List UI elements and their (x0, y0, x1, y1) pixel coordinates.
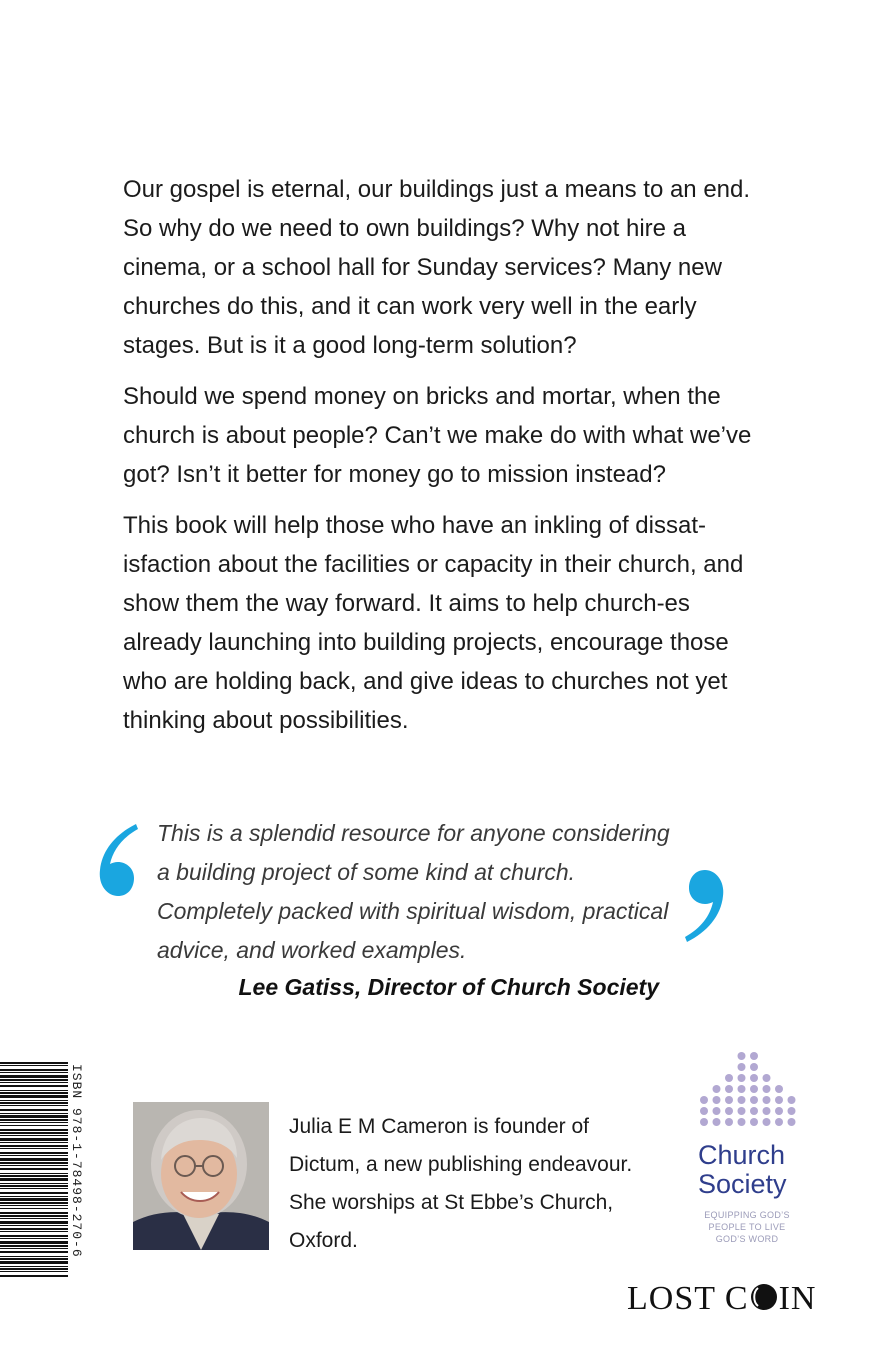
logo-dot (750, 1063, 758, 1071)
barcode-bar (0, 1275, 68, 1277)
logo-dot (725, 1096, 733, 1104)
logo-dot (713, 1107, 721, 1115)
blurb-paragraph: Our gospel is eternal, our buildings just a means to an end. So why do we need to own buildings? Why not hire a cinema, or a school hall for Sunday services? Many new churches do this, and it can work very well in the early stages. But is it a good long-term solution? (123, 176, 751, 359)
barcode-bar (0, 1173, 68, 1174)
barcode-bar (0, 1245, 68, 1247)
barcode-bar (0, 1129, 68, 1131)
barcode-bar (0, 1138, 68, 1141)
barcode (0, 1062, 68, 1277)
barcode-bar (0, 1085, 68, 1087)
church-society-name (698, 1141, 787, 1199)
logo-dot (763, 1085, 771, 1093)
barcode-bar (0, 1102, 68, 1104)
barcode-bar (0, 1142, 68, 1143)
barcode-bar (0, 1100, 68, 1101)
barcode-bar (0, 1251, 68, 1253)
logo-dot (725, 1085, 733, 1093)
barcode-bar (0, 1235, 68, 1237)
back-cover-blurb (123, 170, 763, 752)
barcode-bar (0, 1079, 68, 1081)
barcode-bar (0, 1175, 68, 1177)
barcode-bar (0, 1205, 68, 1206)
barcode-bar (0, 1258, 68, 1260)
barcode-bar (0, 1135, 68, 1136)
barcode-bar (0, 1218, 68, 1219)
barcode-bar (0, 1221, 68, 1224)
barcode-bar (0, 1132, 68, 1134)
barcode-bar (0, 1225, 68, 1226)
barcode-bar (0, 1062, 68, 1064)
logo-dot (750, 1074, 758, 1082)
barcode-bar (0, 1238, 68, 1239)
logo-dot (738, 1074, 746, 1082)
barcode-bar (0, 1072, 68, 1073)
logo-dot (788, 1107, 796, 1115)
logo-dot (750, 1107, 758, 1115)
coin-icon (749, 1282, 779, 1312)
barcode-bar (0, 1192, 68, 1194)
barcode-bar (0, 1069, 68, 1071)
barcode-bar (0, 1256, 68, 1257)
logo-dot (750, 1052, 758, 1060)
lost-coin-logo-text-left: LOST C (627, 1280, 749, 1317)
barcode-bar (0, 1261, 68, 1264)
author-bio: Julia E M Cameron is founder of Dictum, a new publishing endeavour. She worships at St Ebbe’s Church, Oxford. (289, 1115, 633, 1252)
lost-coin-logo-text-right: IN (778, 1280, 817, 1317)
logo-dot (700, 1107, 708, 1115)
barcode-bar (0, 1198, 68, 1201)
barcode-bar (0, 1065, 68, 1066)
barcode-bar (0, 1188, 68, 1189)
logo-dot (775, 1118, 783, 1126)
barcode-bar (0, 1095, 68, 1098)
open-quote-icon (96, 820, 140, 898)
barcode-bar (0, 1165, 68, 1166)
barcode-bar (0, 1183, 68, 1184)
barcode-bar (0, 1168, 68, 1170)
barcode-bar (0, 1113, 68, 1114)
barcode-bar (0, 1125, 68, 1126)
church-society-name-line1: Church (698, 1140, 786, 1170)
barcode-bar (0, 1228, 68, 1230)
endorsement-quote: This is a splendid resource for anyone considering a building project of some kind at church. Completely packed with spiritual wisdom, practical advice, and worked examples. (157, 820, 670, 963)
barcode-bar (0, 1185, 68, 1187)
logo-dot (763, 1118, 771, 1126)
barcode-bar (0, 1145, 68, 1147)
barcode-bar (0, 1109, 68, 1111)
barcode-bar (0, 1158, 68, 1161)
logo-dot (725, 1118, 733, 1126)
barcode-bar (0, 1208, 68, 1209)
logo-dot (763, 1096, 771, 1104)
logo-dot (725, 1107, 733, 1115)
logo-dot (738, 1085, 746, 1093)
barcode-bar (0, 1271, 68, 1272)
endorsement-attribution: Lee Gatiss, Director of Church Society (238, 974, 659, 1000)
barcode-bar (0, 1115, 68, 1118)
blurb-paragraph: This book will help those who have an inkling of dissat-isfaction about the facilities or capacity in their church, and show them the way forward. It aims to help church-es already launching into building projects, encourage those who are holding back, and give ideas to churches not yet thinking about possibilities. (123, 512, 744, 734)
barcode-bar (0, 1082, 68, 1083)
barcode-bar (0, 1266, 68, 1267)
logo-dot (713, 1085, 721, 1093)
logo-dot (750, 1096, 758, 1104)
barcode-bar (0, 1248, 68, 1249)
logo-dot (725, 1074, 733, 1082)
barcode-bar (0, 1196, 68, 1197)
barcode-bar (0, 1075, 68, 1078)
logo-dot (700, 1118, 708, 1126)
close-quote-icon (683, 868, 727, 946)
barcode-bar (0, 1119, 68, 1121)
barcode-bar (0, 1178, 68, 1181)
barcode-bar (0, 1155, 68, 1156)
logo-dot (738, 1107, 746, 1115)
logo-dot (775, 1096, 783, 1104)
logo-dot (775, 1107, 783, 1115)
barcode-bar (0, 1231, 68, 1232)
logo-dot (763, 1074, 771, 1082)
logo-dot (750, 1118, 758, 1126)
barcode-bar (0, 1162, 68, 1164)
barcode-bar (0, 1148, 68, 1149)
barcode-bar (0, 1122, 68, 1123)
logo-dot (738, 1096, 746, 1104)
church-society-name-line2: Society (698, 1169, 787, 1199)
isbn-number: ISBN 978-1-78498-270-6 (69, 1064, 84, 1258)
logo-dot (788, 1096, 796, 1104)
barcode-bar (0, 1105, 68, 1106)
barcode-bar (0, 1090, 68, 1091)
author-photo (133, 1102, 269, 1250)
logo-dot (700, 1096, 708, 1104)
logo-dot (738, 1063, 746, 1071)
barcode-bar (0, 1268, 68, 1270)
logo-dot (763, 1107, 771, 1115)
lost-coin-logo (627, 1280, 816, 1318)
logo-dot (750, 1085, 758, 1093)
logo-dot (738, 1118, 746, 1126)
logo-dot (713, 1118, 721, 1126)
blurb-paragraph: Should we spend money on bricks and mortar, when the church is about people? Can’t we make do with what we’ve got? Isn’t it better for money go to mission instead? (123, 383, 752, 488)
barcode-bar (0, 1202, 68, 1204)
church-society-tagline: EQUIPPING GOD’S PEOPLE TO LIVE GOD’S WORD (704, 1210, 790, 1244)
logo-dot (775, 1085, 783, 1093)
barcode-bar (0, 1212, 68, 1214)
barcode-bar (0, 1152, 68, 1154)
barcode-bar (0, 1092, 68, 1094)
logo-dot (788, 1118, 796, 1126)
barcode-bar (0, 1215, 68, 1217)
logo-dot (713, 1096, 721, 1104)
barcode-bar (0, 1241, 68, 1244)
logo-dot (738, 1052, 746, 1060)
